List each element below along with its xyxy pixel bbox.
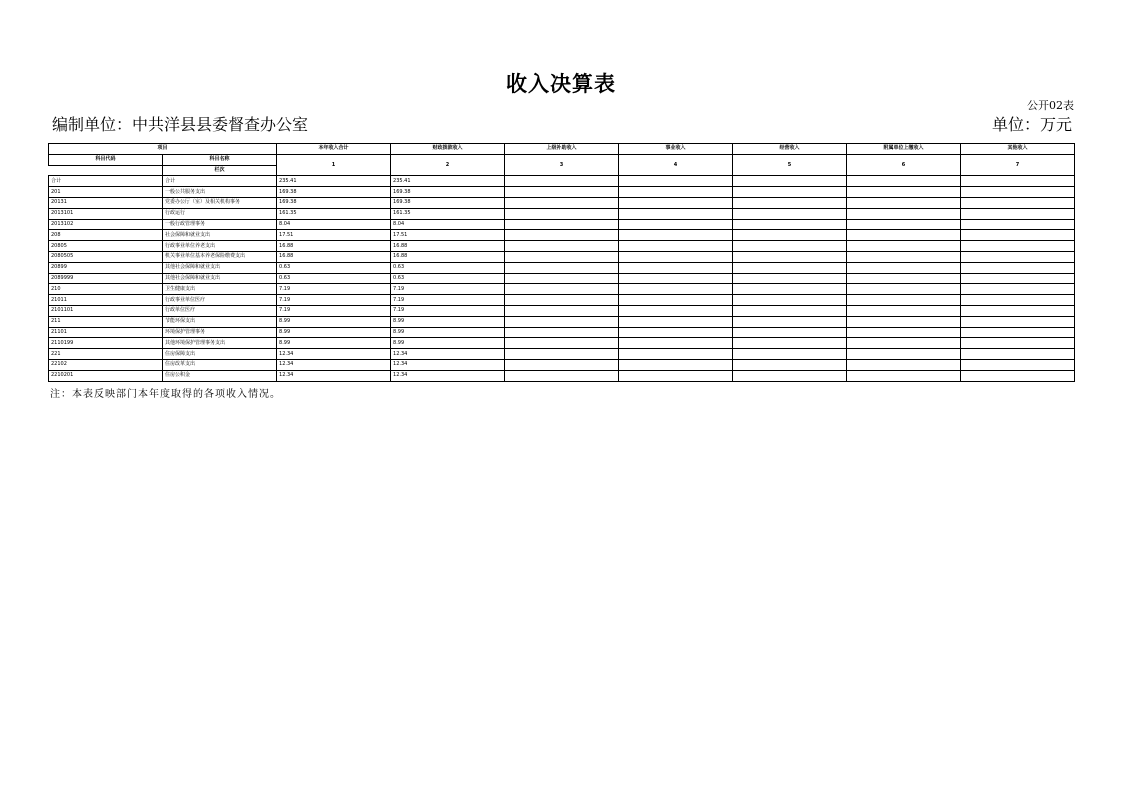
index-col-7: 7 [961,154,1075,176]
table-row [49,349,1075,360]
row-business [619,241,733,252]
row-operating [733,338,847,349]
row-fiscal: 7.19 [391,305,505,316]
row-affiliated [847,230,961,241]
row-total: 17.51 [277,230,391,241]
header-col-1: 本年收入合计 [277,144,391,155]
currency-unit: 单位：万元 [991,115,1072,134]
row-superior [505,370,619,381]
row-total: 8.99 [277,316,391,327]
row-code: 21011 [49,295,163,306]
row-name: 行政单位医疗 [163,305,277,316]
row-superior [505,305,619,316]
row-name: 党委办公厅（室）及相关机构事务 [163,197,277,208]
row-total: 12.34 [277,359,391,370]
row-total: 7.19 [277,305,391,316]
row-affiliated [847,197,961,208]
row-affiliated [847,316,961,327]
row-fiscal: 17.51 [391,230,505,241]
header-column-label: 栏次 [163,165,277,176]
row-name: 住房保障支出 [163,349,277,360]
row-name: 其他社会保障和就业支出 [163,262,277,273]
row-business [619,187,733,198]
page-title: 收入决算表 [506,71,616,96]
row-fiscal: 0.63 [391,262,505,273]
table-row [49,305,1075,316]
row-total: 12.34 [277,349,391,360]
header-name: 科目名称 [163,154,277,165]
row-code: 211 [49,316,163,327]
table-row [49,370,1075,381]
row-fiscal: 12.34 [391,349,505,360]
table-header [49,144,1075,176]
row-total: 7.19 [277,284,391,295]
form-number: 公开02表 [1027,99,1074,112]
row-code: 21101 [49,327,163,338]
row-name: 合计 [163,176,277,187]
table-row [49,176,1075,187]
row-superior [505,273,619,284]
row-fiscal: 169.38 [391,187,505,198]
index-col-6: 6 [847,154,961,176]
row-other [961,349,1075,360]
row-superior [505,230,619,241]
row-code: 20805 [49,241,163,252]
row-other [961,316,1075,327]
row-affiliated [847,349,961,360]
row-fiscal: 7.19 [391,295,505,306]
table-row [49,197,1075,208]
row-other [961,305,1075,316]
header-col-2: 财政拨款收入 [391,144,505,155]
row-code: 2101101 [49,305,163,316]
row-name: 卫生健康支出 [163,284,277,295]
header-col-6: 附属单位上缴收入 [847,144,961,155]
row-total: 8.04 [277,219,391,230]
row-affiliated [847,262,961,273]
row-affiliated [847,305,961,316]
row-other [961,359,1075,370]
row-name: 社会保障和就业支出 [163,230,277,241]
table-row [49,284,1075,295]
table-row [49,316,1075,327]
row-code: 208 [49,230,163,241]
row-business [619,219,733,230]
row-superior [505,262,619,273]
row-operating [733,251,847,262]
row-name: 住房改革支出 [163,359,277,370]
row-other [961,219,1075,230]
row-affiliated [847,359,961,370]
row-other [961,327,1075,338]
row-business [619,305,733,316]
row-other [961,370,1075,381]
row-affiliated [847,295,961,306]
row-affiliated [847,273,961,284]
row-business [619,273,733,284]
table-row [49,262,1075,273]
row-other [961,251,1075,262]
row-code: 2080505 [49,251,163,262]
row-fiscal: 7.19 [391,284,505,295]
row-affiliated [847,284,961,295]
row-total: 0.63 [277,262,391,273]
row-name: 其他环境保护管理事务支出 [163,338,277,349]
row-affiliated [847,187,961,198]
row-fiscal: 169.38 [391,197,505,208]
row-total: 169.38 [277,187,391,198]
row-operating [733,284,847,295]
row-business [619,262,733,273]
row-fiscal: 0.63 [391,273,505,284]
table-row [49,338,1075,349]
row-operating [733,176,847,187]
row-affiliated [847,251,961,262]
row-code: 2110199 [49,338,163,349]
row-name: 住房公积金 [163,370,277,381]
row-other [961,176,1075,187]
row-name: 节能环保支出 [163,316,277,327]
row-fiscal: 16.88 [391,241,505,252]
table-row [49,208,1075,219]
row-code: 2013101 [49,208,163,219]
row-code: 2210201 [49,370,163,381]
index-col-2: 2 [391,154,505,176]
row-fiscal: 8.99 [391,327,505,338]
row-total: 16.88 [277,241,391,252]
row-name: 一般公共服务支出 [163,187,277,198]
row-business [619,295,733,306]
index-col-5: 5 [733,154,847,176]
row-total: 8.99 [277,327,391,338]
row-business [619,176,733,187]
row-operating [733,273,847,284]
row-name: 环境保护管理事务 [163,327,277,338]
row-total: 169.38 [277,197,391,208]
table-row [49,273,1075,284]
header-col-5: 经营收入 [733,144,847,155]
row-operating [733,262,847,273]
row-code: 22102 [49,359,163,370]
table-row [49,219,1075,230]
row-fiscal: 12.34 [391,359,505,370]
row-other [961,208,1075,219]
row-operating [733,197,847,208]
row-business [619,208,733,219]
row-operating [733,187,847,198]
index-col-1: 1 [277,154,391,176]
row-code: 2089999 [49,273,163,284]
row-superior [505,197,619,208]
row-code: 20899 [49,262,163,273]
row-name: 行政运行 [163,208,277,219]
row-superior [505,208,619,219]
table-row [49,187,1075,198]
header-col-7: 其他收入 [961,144,1075,155]
row-operating [733,230,847,241]
row-operating [733,208,847,219]
table-row [49,359,1075,370]
row-operating [733,316,847,327]
row-other [961,241,1075,252]
row-fiscal: 235.41 [391,176,505,187]
row-superior [505,359,619,370]
row-fiscal: 8.99 [391,338,505,349]
row-other [961,230,1075,241]
row-operating [733,370,847,381]
header-col-4: 事业收入 [619,144,733,155]
index-col-3: 3 [505,154,619,176]
row-superior [505,241,619,252]
row-fiscal: 161.35 [391,208,505,219]
row-code: 2013102 [49,219,163,230]
header-col-3: 上级补助收入 [505,144,619,155]
row-name: 行政事业单位医疗 [163,295,277,306]
row-other [961,295,1075,306]
table-row [49,251,1075,262]
row-superior [505,338,619,349]
row-total: 12.34 [277,370,391,381]
row-operating [733,305,847,316]
row-superior [505,295,619,306]
row-name: 一般行政管理事务 [163,219,277,230]
row-affiliated [847,219,961,230]
row-business [619,316,733,327]
compiling-unit: 编制单位：中共洋县县委督查办公室 [52,115,309,134]
row-fiscal: 8.99 [391,316,505,327]
row-business [619,349,733,360]
row-fiscal: 8.04 [391,219,505,230]
row-operating [733,327,847,338]
row-code: 20131 [49,197,163,208]
index-col-4: 4 [619,154,733,176]
row-business [619,338,733,349]
row-superior [505,219,619,230]
row-total: 8.99 [277,338,391,349]
row-code: 221 [49,349,163,360]
row-code: 合计 [49,176,163,187]
row-superior [505,349,619,360]
row-name: 行政事业单位养老支出 [163,241,277,252]
row-operating [733,219,847,230]
row-affiliated [847,370,961,381]
row-business [619,370,733,381]
row-business [619,197,733,208]
row-total: 235.41 [277,176,391,187]
table-row [49,327,1075,338]
row-business [619,359,733,370]
row-other [961,187,1075,198]
header-blank [49,165,163,176]
row-affiliated [847,327,961,338]
row-code: 210 [49,284,163,295]
income-table [48,143,1075,382]
row-code: 201 [49,187,163,198]
row-business [619,230,733,241]
row-fiscal: 16.88 [391,251,505,262]
row-affiliated [847,241,961,252]
row-superior [505,284,619,295]
row-operating [733,359,847,370]
row-total: 0.63 [277,273,391,284]
row-name: 机关事业单位基本养老保险缴费支出 [163,251,277,262]
row-business [619,251,733,262]
row-affiliated [847,338,961,349]
row-superior [505,251,619,262]
row-other [961,197,1075,208]
header-project: 项目 [49,144,277,155]
table-row [49,295,1075,306]
row-affiliated [847,176,961,187]
row-operating [733,349,847,360]
row-name: 其他社会保障和就业支出 [163,273,277,284]
row-total: 161.35 [277,208,391,219]
row-superior [505,316,619,327]
row-other [961,284,1075,295]
table-body [49,176,1075,381]
row-other [961,338,1075,349]
table-row [49,230,1075,241]
row-fiscal: 12.34 [391,370,505,381]
row-operating [733,295,847,306]
row-superior [505,176,619,187]
table-row [49,241,1075,252]
row-other [961,273,1075,284]
row-business [619,284,733,295]
row-total: 7.19 [277,295,391,306]
row-affiliated [847,208,961,219]
row-superior [505,187,619,198]
row-total: 16.88 [277,251,391,262]
header-code: 科目代码 [49,154,163,165]
row-superior [505,327,619,338]
row-operating [733,241,847,252]
row-business [619,327,733,338]
table-note: 注：本表反映部门本年度取得的各项收入情况。 [50,389,281,400]
row-other [961,262,1075,273]
